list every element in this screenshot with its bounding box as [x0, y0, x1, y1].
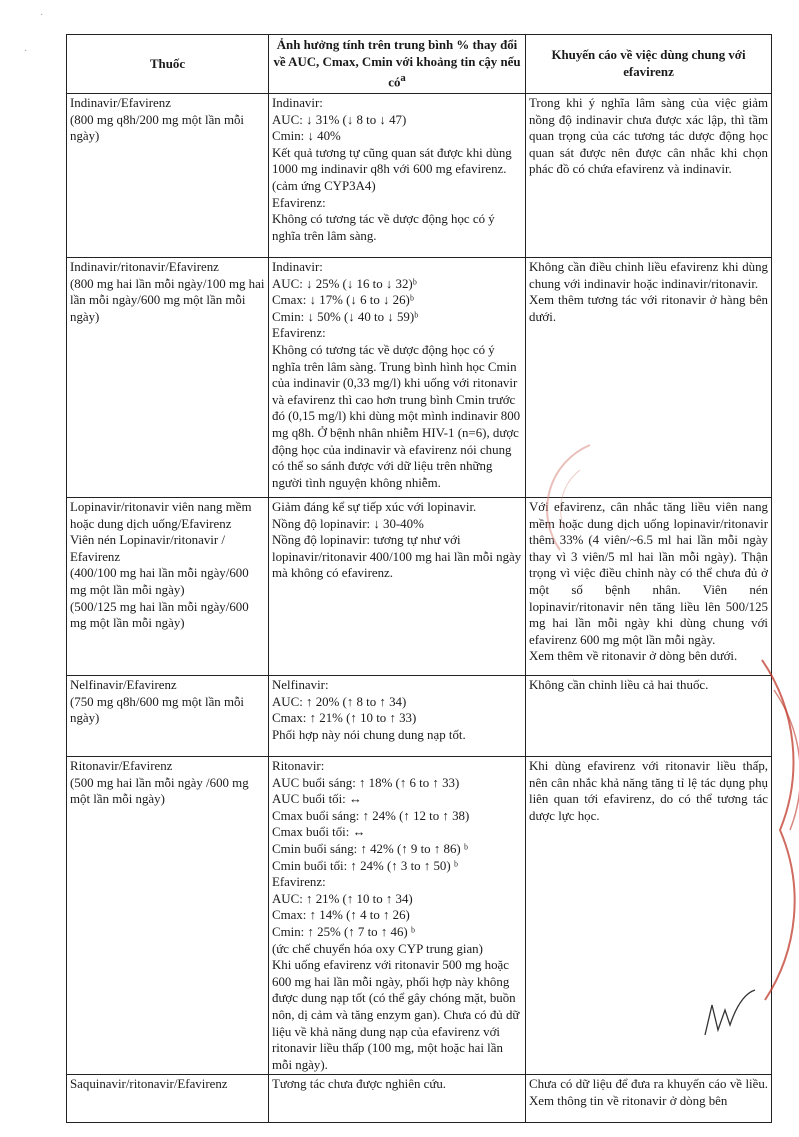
- drug-line: Viên nén Lopinavir/ritonavir / Efavirenz: [70, 533, 225, 564]
- drug-cell: [67, 1075, 269, 1123]
- effect-line: Giảm đáng kể sự tiếp xúc với lopinavir.: [272, 500, 477, 515]
- effect-line: AUC: ↓ 25% (↓ 16 to ↓ 32)ᵇ: [272, 276, 417, 291]
- effect-line: Phối hợp này nói chung dung nạp tốt.: [272, 727, 466, 742]
- signature-mark: [700, 985, 760, 1045]
- effect-cell: [269, 498, 526, 676]
- header-effect-superscript: a: [400, 72, 406, 85]
- effect-line: Nelfinavir:: [272, 678, 329, 693]
- drug-cell: [67, 757, 269, 1075]
- effect-cell: [269, 676, 526, 757]
- header-advice: Khuyến cáo về việc dùng chung với efavirenz: [526, 35, 772, 94]
- drug-line: (500/125 mg hai lần mỗi ngày/600 mg một lần mỗi ngày): [70, 599, 249, 631]
- table-row: [67, 676, 772, 757]
- drug-line: Lopinavir/ritonavir viên nang mềm hoặc dung dịch uống/Efavirenz: [70, 500, 252, 531]
- effect-line: Cmin: ↓ 40%: [272, 129, 341, 144]
- drug-line: Indinavir/ritonavir/Efavirenz: [70, 260, 219, 275]
- effect-line: Cmax: ↓ 17% (↓ 6 to ↓ 26)ᵇ: [272, 293, 414, 308]
- effect-line: Cmin buổi sáng: ↑ 42% (↑ 9 to ↑ 86) ᵇ: [272, 842, 468, 857]
- header-effect: [269, 35, 526, 94]
- drug-line: Ritonavir/Efavirenz: [70, 759, 173, 774]
- effect-cell: [269, 1075, 526, 1123]
- effect-line: Cmax buổi tối: ↔: [272, 825, 366, 840]
- effect-line: Cmin buổi tối: ↑ 24% (↑ 3 to ↑ 50) ᵇ: [272, 858, 458, 873]
- advice-cell: [526, 676, 772, 757]
- drug-cell: [67, 94, 269, 258]
- effect-line: AUC buổi sáng: ↑ 18% (↑ 6 to ↑ 33): [272, 775, 460, 790]
- drug-line: (800 mg q8h/200 mg một lần mỗi ngày): [70, 112, 245, 144]
- effect-line: Indinavir:: [272, 260, 323, 275]
- effect-cell: [269, 258, 526, 498]
- effect-cell: [269, 94, 526, 258]
- advice-cell: [526, 1075, 772, 1123]
- effect-line: AUC: ↓ 31% (↓ 8 to ↓ 47): [272, 112, 407, 127]
- effect-line: Cmax: ↑ 14% (↑ 4 to ↑ 26): [272, 908, 410, 923]
- advice-line: Xem thêm về ritonavir ở dòng bên dưới.: [529, 649, 738, 664]
- effect-cell: [269, 757, 526, 1075]
- advice-line: Trong khi ý nghĩa lâm sàng của việc giảm nồng độ indinavir chưa được xác lập, thì tầm quan trọng của các tương tác dược động học quan sát được nên được cân nhắc khi chọn phác đồ có chứa efavirenz và indinavir.: [529, 96, 768, 177]
- advice-cell: [526, 498, 772, 676]
- effect-line: Ritonavir:: [272, 759, 325, 774]
- effect-line: AUC buổi tối: ↔: [272, 792, 362, 807]
- drug-cell: [67, 676, 269, 757]
- table-row: [67, 94, 772, 258]
- effect-line: Nồng độ lopinavir: ↓ 30-40%: [272, 516, 424, 531]
- effect-line: Tương tác chưa được nghiên cứu.: [272, 1077, 447, 1092]
- table-row: [67, 757, 772, 1075]
- advice-cell: [526, 94, 772, 258]
- effect-line: Cmin: ↑ 25% (↑ 7 to ↑ 46) ᵇ: [272, 925, 415, 940]
- drug-line: (750 mg q8h/600 mg một lần mỗi ngày): [70, 694, 245, 726]
- effect-line: Indinavir:: [272, 96, 323, 111]
- effect-line: Efavirenz:: [272, 326, 326, 341]
- effect-line: AUC: ↑ 21% (↑ 10 to ↑ 34): [272, 891, 413, 906]
- scan-speck: ·: [24, 46, 28, 57]
- drug-line: (400/100 mg hai lần mỗi ngày/600 mg một lần mỗi ngày): [70, 566, 249, 598]
- drug-line: Indinavir/Efavirenz: [70, 96, 171, 111]
- drug-cell: [67, 258, 269, 498]
- advice-line: Không cần chỉnh liều cả hai thuốc.: [529, 678, 709, 693]
- drug-line: (500 mg hai lần mỗi ngày /600 mg một lần mỗi ngày): [70, 775, 249, 807]
- table-row: [67, 1075, 772, 1123]
- drug-line: Nelfinavir/Efavirenz: [70, 678, 177, 693]
- advice-line: Khi dùng efavirenz với ritonavir liều thấp, nên cân nhắc khả năng tăng tỉ lệ tác dụng phụ liên quan tới efavirenz, do có thể tương tác dược lực học.: [529, 759, 768, 823]
- effect-line: Cmax buổi sáng: ↑ 24% (↑ 12 to ↑ 38): [272, 808, 470, 823]
- table-row: [67, 258, 772, 498]
- effect-line: Nồng độ lopinavir: tương tự như với lopinavir/ritonavir 400/100 mg hai lần mỗi ngày mà không có efavirenz.: [272, 533, 522, 581]
- scan-speck: ·: [40, 10, 44, 21]
- advice-cell: [526, 258, 772, 498]
- drug-line: (800 mg hai lần mỗi ngày/100 mg hai lần mỗi ngày/600 mg một lần mỗi ngày): [70, 276, 265, 324]
- header-drug: Thuốc: [67, 35, 269, 94]
- effect-line: Khi uống efavirenz với ritonavir 500 mg hoặc 600 mg hai lần mỗi ngày, phối hợp này không được dung nạp tốt (có thể gây chóng mặt, buồn nôn, dị cảm và tăng enzym gan). Chưa có đủ dữ liệu về khả năng dung nạp của efavirenz với ritonavir liều thấp (100 mg, một hoặc hai lần mỗi ngày).: [272, 958, 520, 1072]
- effect-line: Efavirenz:: [272, 195, 326, 210]
- effect-line: Cmax: ↑ 21% (↑ 10 to ↑ 33): [272, 711, 417, 726]
- effect-line: Cmin: ↓ 50% (↓ 40 to ↓ 59)ᵇ: [272, 309, 419, 324]
- header-effect-text: Ảnh hưởng tính trên trung bình % thay đổi về AUC, Cmax, Cmin với khoảng tin cậy nếu có: [273, 38, 521, 90]
- table-header-row: [67, 35, 772, 94]
- table-row: [67, 498, 772, 676]
- effect-line: Không có tương tác về dược động học có ý nghĩa trên lâm sàng. Trung bình hình học Cmin của indinavir (0,33 mg/l) khi uống với ritonavir và efavirenz thì cao hơn trung bình Cmin trước đó (0,15 mg/l) khi dùng một mình indinavir 800 mg q8h. Ở bệnh nhân nhiễm HIV-1 (n=6), dược động học của indinavir và efavirenz nói chung có thể so sánh được với dữ liệu trên những người tình nguyện không nhiễm.: [272, 343, 521, 490]
- effect-line: Efavirenz:: [272, 875, 326, 890]
- effect-line: Kết quả tương tự cũng quan sát được khi dùng 1000 mg indinavir q8h với 600 mg efavirenz.: [272, 145, 512, 177]
- effect-line: (cảm ứng CYP3A4): [272, 179, 376, 194]
- drug-line: Saquinavir/ritonavir/Efavirenz: [70, 1077, 228, 1092]
- effect-line: Không có tương tác về dược động học có ý nghĩa trên lâm sàng.: [272, 212, 495, 243]
- drug-cell: [67, 498, 269, 676]
- advice-line: Với efavirenz, cân nhắc tăng liều viên nang mềm hoặc dung dịch uống lopinavir/ritonavir thêm 33% (4 viên/~6.5 ml hai lần mỗi ngày thay vì 3 viên/5 ml hai lần mỗi ngày). Thận trọng vì việc điều chỉnh này có thể chưa đủ ở một số bệnh nhân. Viên nén lopinavir/ritonavir nên tăng liều lên 500/125 mg hai lần mỗi ngày khi dùng chung với efavirenz 600 mg một lần mỗi ngày.: [529, 500, 768, 647]
- advice-line: Xem thêm tương tác với ritonavir ở hàng bên dưới.: [529, 293, 768, 324]
- effect-line: (ức chế chuyển hóa oxy CYP trung gian): [272, 941, 483, 956]
- advice-line: Không cần điều chỉnh liều efavirenz khi dùng chung với indinavir hoặc indinavir/ritonavir.: [529, 260, 768, 291]
- interaction-table: [66, 34, 772, 1123]
- effect-line: AUC: ↑ 20% (↑ 8 to ↑ 34): [272, 694, 407, 709]
- advice-line: Chưa có dữ liệu để đưa ra khuyến cáo về liều. Xem thông tin về ritonavir ở dòng bên: [529, 1077, 768, 1108]
